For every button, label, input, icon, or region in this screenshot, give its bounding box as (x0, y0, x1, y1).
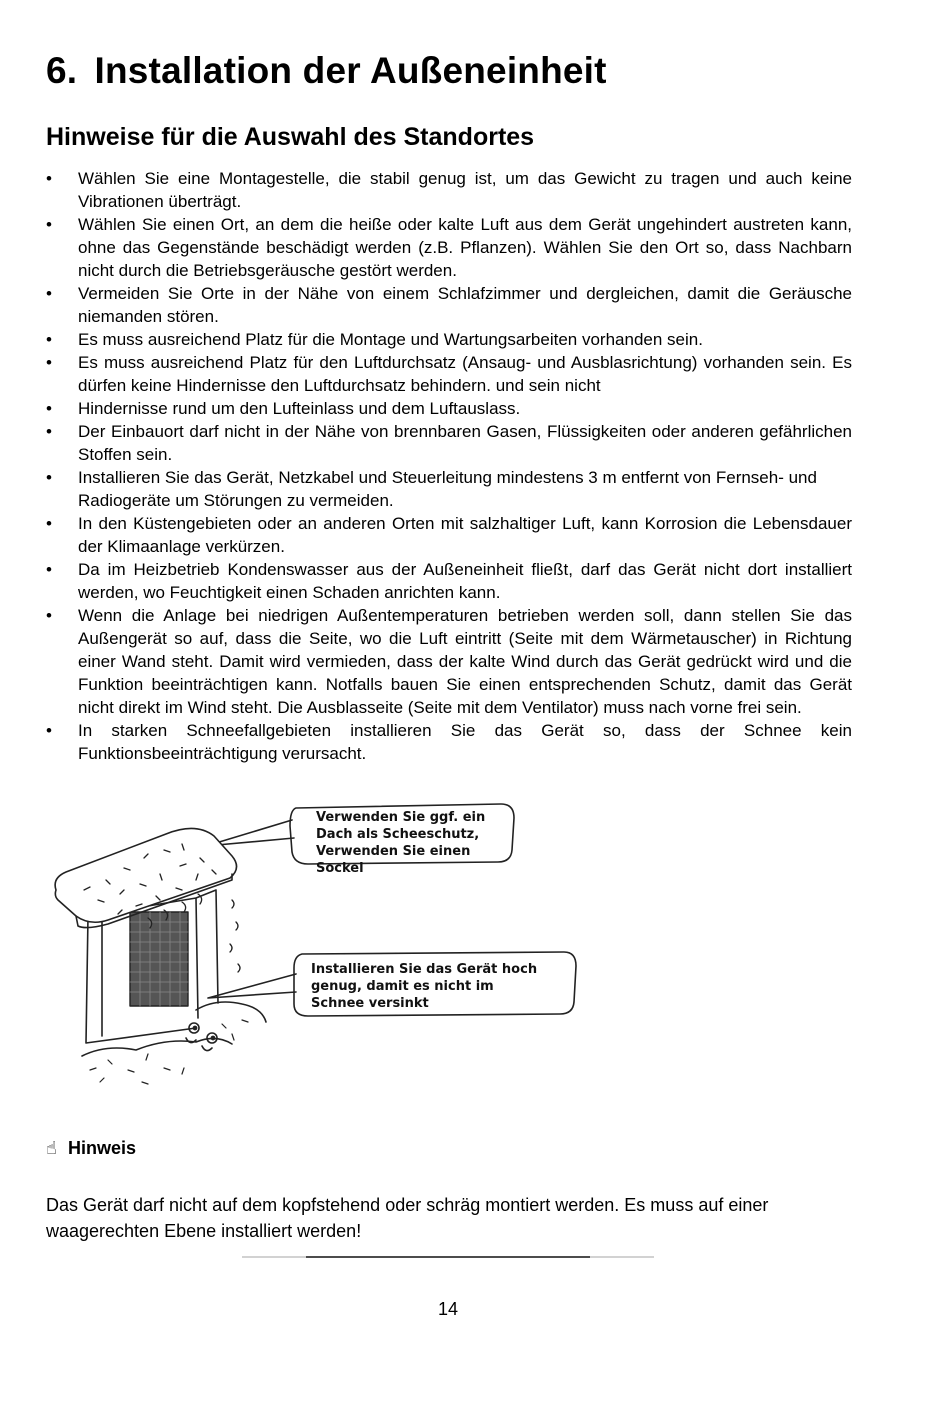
callout-pointer-bottom (208, 974, 296, 998)
falling-snow (230, 900, 240, 972)
bullet-icon: • (46, 330, 52, 349)
bullet-icon: • (46, 606, 52, 625)
bullet-icon: • (46, 284, 52, 303)
bullet-icon: • (46, 399, 52, 418)
list-item: • Es muss ausreichend Platz für den Luftdurchsatz (Ansaug- und Ausblasrichtung) vorhanden sein. Es dürfen keine Hindernisse den Luftdurchsatz behindern. und sein nicht (46, 353, 852, 395)
page-number: 14 (437, 1299, 459, 1319)
unit-grille (130, 912, 188, 1006)
list-item: • Wählen Sie einen Ort, an dem die heiße oder kalte Luft aus dem Gerät ungehindert austreten kann, ohne das Gegenstände beschädigt werden (z.B. Pflanzen). Wählen Sie den Ort so, dass Nachbarn nicht durch die Betriebsgeräusche gestört werden. (46, 215, 852, 280)
list-item: • Der Einbauort darf nicht in der Nähe von brennbaren Gasen, Flüssigkeiten oder anderen gefährlichen Stoffen sein. (46, 422, 852, 464)
list-item: • In den Küstengebieten oder an anderen Orten mit salzhaltiger Luft, kann Korrosion die Lebensdauer der Klimaanlage verkürzen. (46, 514, 852, 556)
bullet-icon: • (46, 468, 52, 487)
bullet-icon: • (46, 560, 52, 579)
list-item: • Wenn die Anlage bei niedrigen Außentemperaturen betrieben werden soll, dann stellen Sie das Außengerät so auf, dass die Seite, wo die Luft eintritt (Seite mit dem Wärmetauscher) in Richtung einer Wand steht. Damit wird vermieden, dass der kalte Wind durch das Gerät gedrückt wird und die Funktion beeinträchtigen kann. Notfalls bauen Sie einen entsprechenden Schutz, damit das Gerät nicht direkt im Wind steht. Die Ausblasseite (Seite mit dem Ventilator) muss nach vorne frei sein. (46, 606, 852, 717)
note-text: Das Gerät darf nicht auf dem kopfstehend oder schräg montiert werden. Es muss auf einer waagerechten Ebene installiert werden! (46, 1195, 769, 1241)
chapter-title-text: Installation der Außeneinheit (94, 50, 607, 91)
list-item: • In starken Schneefallgebieten installieren Sie das Gerät so, dass der Schnee kein Funktionsbeeinträchtigung verursacht. (46, 721, 852, 763)
pointing-hand-icon: ☝ (46, 1138, 57, 1158)
note-heading (46, 1138, 136, 1159)
list-item: • Installieren Sie das Gerät, Netzkabel und Steuerleitung mindestens 3 m entfernt von Fernseh- und Radiogeräte um Störungen zu vermeiden. (46, 468, 817, 510)
section-title: Hinweise für die Auswahl des Standortes (46, 123, 535, 151)
footer-rule (242, 1255, 654, 1259)
bullet-icon: • (46, 422, 52, 441)
snow-face-icon (186, 1023, 217, 1051)
bullet-icon: • (46, 353, 52, 372)
note-heading-text: Hinweis (68, 1138, 137, 1158)
snow-roof (55, 828, 236, 922)
callout-height-text: Installieren Sie das Gerät hoch genug, damit es nicht im Schnee versinkt (311, 962, 538, 1011)
list-item: • Vermeiden Sie Orte in der Nähe von einem Schlafzimmer und dergleichen, damit die Geräusche niemanden stören. (46, 284, 852, 326)
chapter-number: 6. (46, 50, 78, 91)
list-item: • Hindernisse rund um den Lufteinlass und dem Luftauslass. (46, 399, 521, 418)
location-hints-list (46, 167, 852, 765)
bullet-icon: • (46, 215, 52, 234)
callout-roof-base-text: Verwenden Sie ggf. ein Dach als Scheeschutz, Verwenden Sie einen Sockel (316, 810, 486, 876)
bullet-icon: • (46, 169, 52, 188)
bullet-icon: • (46, 514, 52, 533)
list-item: • Wählen Sie eine Montagestelle, die stabil genug ist, um das Gewicht zu tragen und auch keine Vibrationen überträgt. (46, 169, 852, 211)
list-item: • Da im Heizbetrieb Kondenswasser aus der Außeneinheit fließt, darf das Gerät nicht dort installiert werden, wo Feuchtigkeit einen Schaden anrichten kann. (46, 560, 852, 602)
snow-ground (82, 1002, 266, 1056)
chapter-title (46, 50, 607, 92)
bullet-icon: • (46, 721, 52, 740)
list-item: • Es muss ausreichend Platz für die Montage und Wartungsarbeiten vorhanden sein. (46, 330, 703, 349)
